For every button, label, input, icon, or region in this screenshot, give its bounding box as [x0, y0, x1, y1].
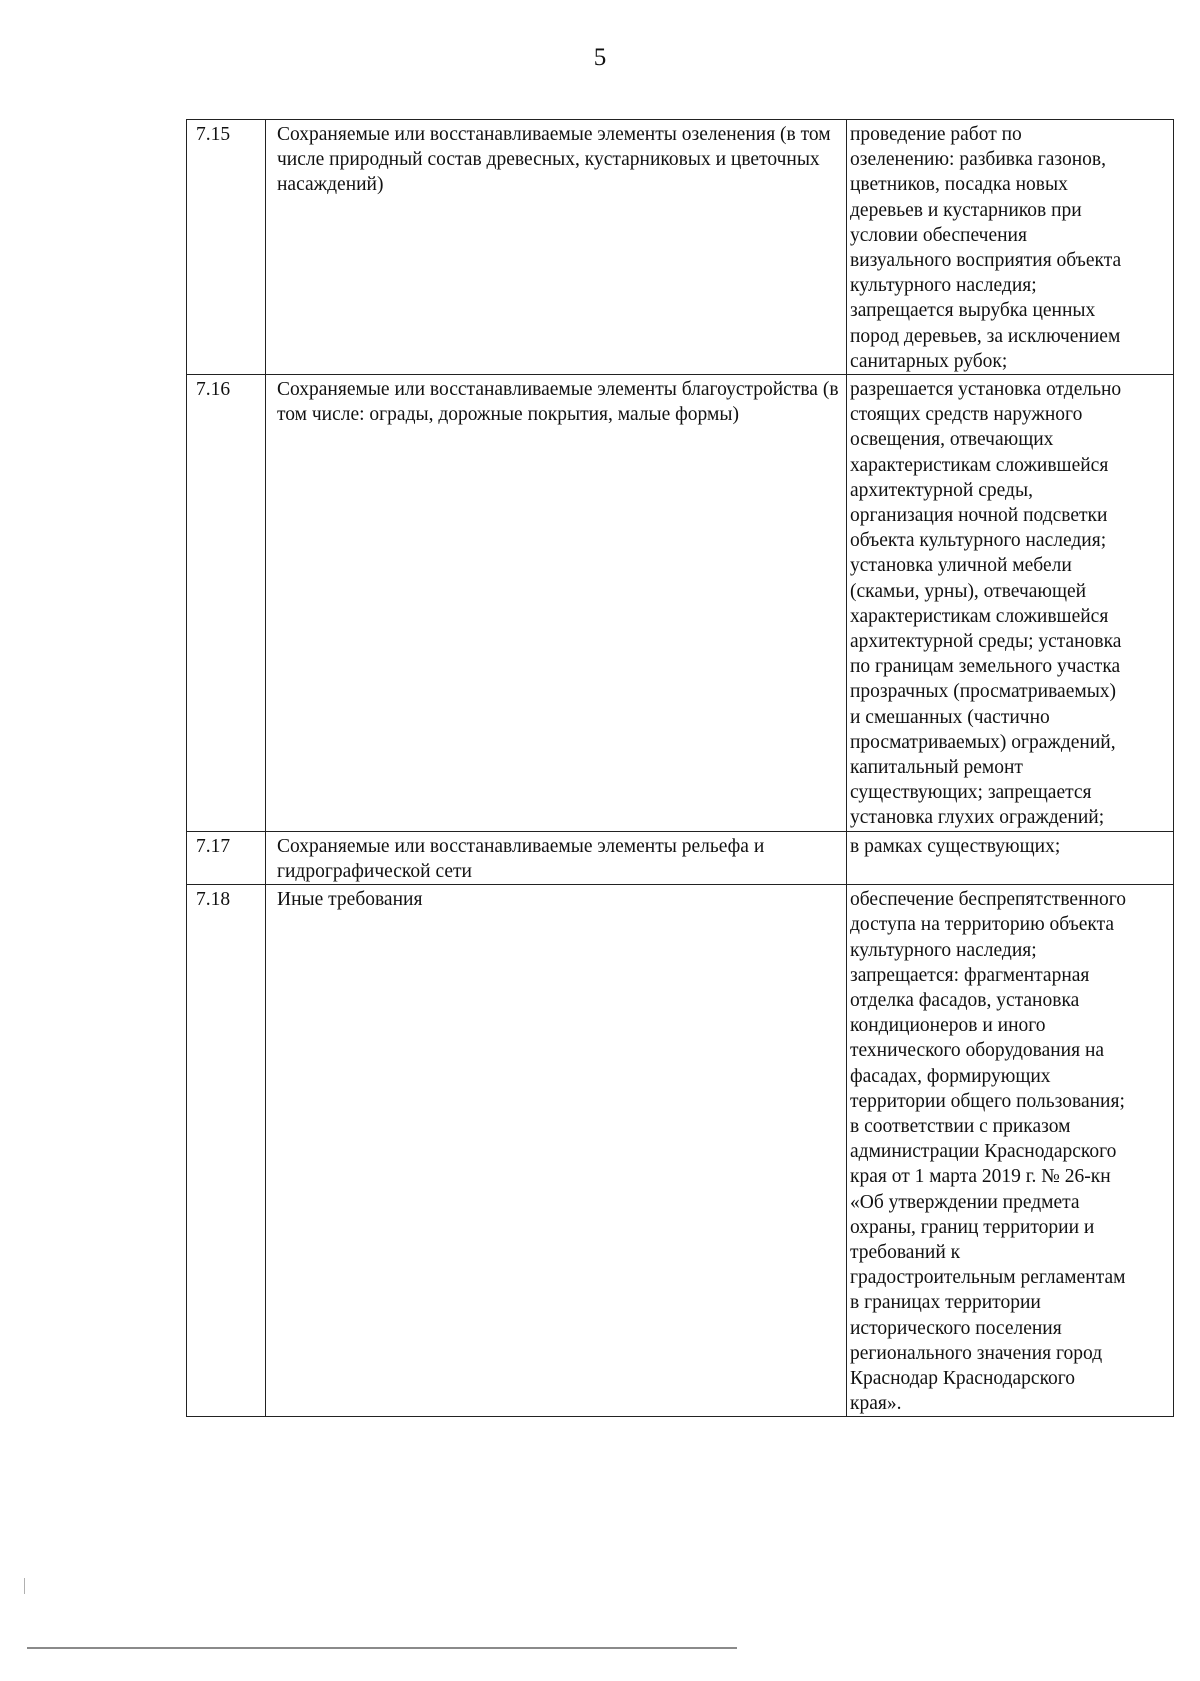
requirement-line: требований к — [850, 1241, 961, 1263]
requirement-cell — [847, 375, 1174, 832]
requirement-line: просматриваемых) ограждений, — [850, 731, 1116, 753]
requirement-line: характеристикам сложившейся — [850, 454, 1109, 476]
requirement-line: деревьев и кустарников при — [850, 199, 1082, 221]
requirement-line: характеристикам сложившейся — [850, 605, 1109, 627]
requirement-cell — [847, 120, 1174, 375]
requirement-line: цветников, посадка новых — [850, 174, 1068, 196]
requirements-table — [186, 119, 1174, 1417]
element-name-cell: Сохраняемые или восстанавливаемые элементы озеленения (в том числе природный состав древесных, кустарниковых и цветочных насаждений) — [266, 120, 847, 375]
table-row — [187, 885, 1174, 1417]
row-number-cell: 7.16 — [187, 375, 266, 832]
margin-mark — [24, 1578, 25, 1594]
requirement-line: фасадах, формирующих — [850, 1065, 1051, 1087]
requirement-line: регионального значения город — [850, 1342, 1103, 1364]
requirement-line: в рамках существующих; — [850, 835, 1061, 857]
element-name-cell: Сохраняемые или восстанавливаемые элементы рельефа и гидрографической сети — [266, 831, 847, 884]
requirement-line: разрешается установка отдельно — [850, 379, 1122, 401]
requirement-line: отделка фасадов, установка — [850, 989, 1080, 1011]
requirement-line: по границам земельного участка — [850, 656, 1121, 678]
requirement-line: (скамьи, урны), отвечающей — [850, 580, 1087, 602]
requirement-line: доступа на территорию объекта — [850, 914, 1115, 936]
footer-rule — [27, 1647, 737, 1649]
requirement-line: существующих; запрещается — [850, 782, 1092, 804]
requirement-line: прозрачных (просматриваемых) — [850, 681, 1117, 703]
requirement-line: объекта культурного наследия; — [850, 530, 1107, 552]
requirement-line: архитектурной среды; установка — [850, 631, 1122, 653]
requirement-line: края от 1 марта 2019 г. № 26-кн — [850, 1166, 1111, 1188]
page-number: 5 — [593, 44, 607, 71]
requirement-line: обеспечение беспрепятственного — [850, 889, 1126, 911]
requirement-line: в соответствии с приказом — [850, 1115, 1071, 1137]
requirement-cell — [847, 831, 1174, 884]
row-number-cell: 7.17 — [187, 831, 266, 884]
requirement-line: визуального восприятия объекта — [850, 250, 1122, 272]
requirement-line: охраны, границ территории и — [850, 1216, 1095, 1238]
requirement-line: пород деревьев, за исключением — [850, 325, 1121, 347]
requirement-line: края». — [850, 1393, 902, 1415]
requirement-line: стоящих средств наружного — [850, 404, 1083, 426]
requirement-line: территории общего пользования; — [850, 1090, 1125, 1112]
requirement-line: проведение работ по — [850, 124, 1022, 145]
requirement-line: условии обеспечения — [850, 224, 1027, 246]
element-name-cell: Иные требования — [266, 885, 847, 1417]
requirement-line: архитектурной среды, — [850, 479, 1033, 501]
requirement-line: кондиционеров и иного — [850, 1015, 1046, 1037]
table-row — [187, 831, 1174, 884]
requirement-line: культурного наследия; — [850, 275, 1037, 297]
requirement-line: в границах территории — [850, 1292, 1041, 1314]
requirement-line: администрации Краснодарского — [850, 1141, 1117, 1163]
requirement-line: исторического поселения — [850, 1317, 1062, 1339]
requirement-line: технического оборудования на — [850, 1040, 1105, 1062]
requirement-line: «Об утверждении предмета — [850, 1191, 1080, 1213]
requirement-cell — [847, 885, 1174, 1417]
requirement-line: санитарных рубок; — [850, 350, 1008, 372]
row-number-cell: 7.15 — [187, 120, 266, 375]
requirement-line: установка глухих ограждений; — [850, 807, 1105, 829]
requirement-line: Краснодар Краснодарского — [850, 1367, 1076, 1389]
row-number-cell: 7.18 — [187, 885, 266, 1417]
requirement-line: и смешанных (частично — [850, 706, 1050, 728]
table-row — [187, 375, 1174, 832]
table-row — [187, 120, 1174, 375]
requirement-line: запрещается: фрагментарная — [850, 964, 1090, 986]
requirement-line: организация ночной подсветки — [850, 505, 1108, 527]
requirement-line: освещения, отвечающих — [850, 429, 1054, 451]
requirement-line: установка уличной мебели — [850, 555, 1072, 577]
element-name-cell: Сохраняемые или восстанавливаемые элементы благоустройства (в том числе: ограды, дорожные покрытия, малые формы) — [266, 375, 847, 832]
requirement-line: капитальный ремонт — [850, 757, 1023, 779]
requirement-line: запрещается вырубка ценных — [850, 300, 1096, 322]
requirement-line: градостроительным регламентам — [850, 1267, 1126, 1289]
requirement-line: культурного наследия; — [850, 939, 1037, 961]
requirement-line: озеленению: разбивка газонов, — [850, 149, 1106, 171]
